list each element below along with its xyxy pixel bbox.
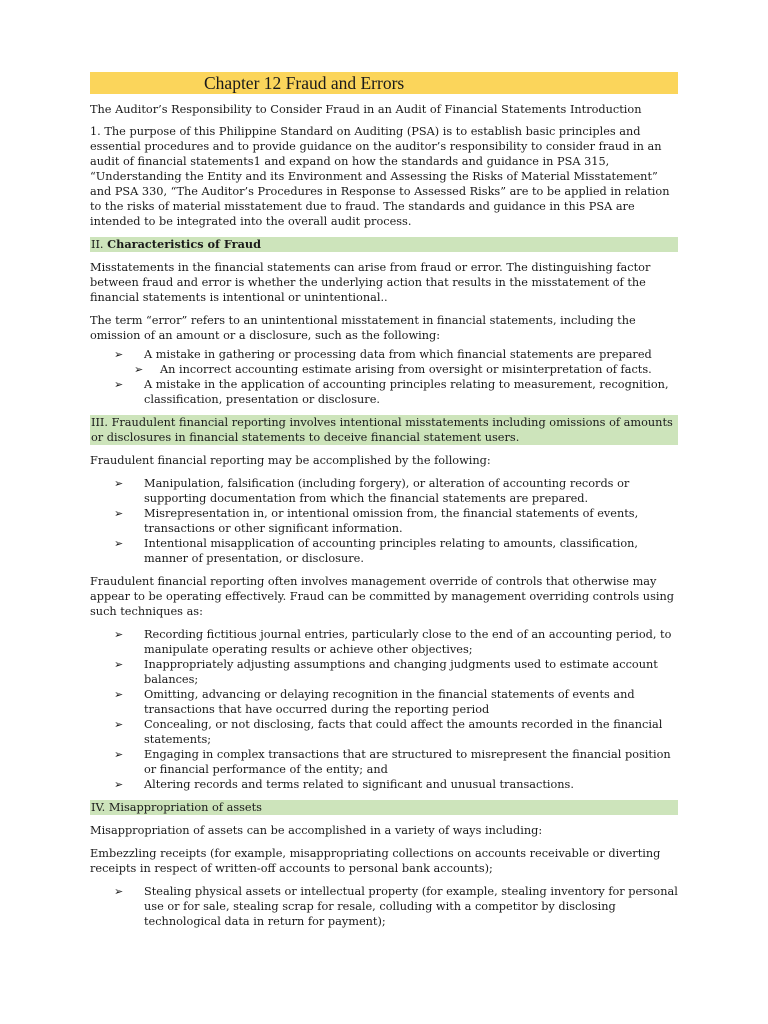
section4-paragraph-1: Misappropriation of assets can be accomplished in a variety of ways including: — [90, 824, 543, 837]
intro-paragraph: 1. The purpose of this Philippine Standard on Auditing (PSA) is to establish basic principles and essential procedures and to provide guidance on the auditor’s responsibility to consider fraud in an audit of financial statements1 and expand on how the standards and guidance in PSA 315, “Understanding the Entity and its Environment and Assessing the Risks of Material Misstatement” and PSA 330, “The Auditor’s Procedures in Response to Assessed Risks” are to be applied in relation to the risks of material misstatement due to fraud. The standards and guidance in this PSA are intended to be integrated into the overall audit process. — [90, 125, 670, 228]
list-item: ➢ Concealing, or not disclosing, facts that could affect the amounts recorded in the financial statements; — [114, 718, 663, 746]
list-item: ➢ An incorrect accounting estimate arising from oversight or misinterpretation of facts. — [134, 363, 652, 376]
section3-paragraph-2: Fraudulent financial reporting often involves management override of controls that otherwise may appear to be operating effectively. Fraud can be committed by management overriding controls using such techniques as: — [90, 575, 674, 618]
list-item: ➢ Altering records and terms related to significant and unusual transactions. — [114, 778, 574, 791]
arrow-bullet-icon: ➢ — [114, 748, 124, 761]
arrow-bullet-icon: ➢ — [114, 537, 124, 550]
list-item: ➢ Inappropriately adjusting assumptions and changing judgments used to estimate account balances; — [114, 658, 658, 686]
arrow-bullet-icon: ➢ — [114, 658, 124, 671]
section2-paragraph-1: Misstatements in the financial statements can arise from fraud or error. The distinguishing factor between fraud and error is whether the underlying action that results in the misstatement of the financial statements is intentional or unintentional.. — [90, 261, 651, 304]
list-item: ➢ Stealing physical assets or intellectual property (for example, stealing inventory for personal use or for sale, stealing scrap for resale, colluding with a competitor by disclosing technological data in return for payment); — [114, 885, 678, 928]
chapter-title-bar — [90, 72, 678, 94]
arrow-bullet-icon: ➢ — [114, 348, 124, 361]
section-heading-misappropriation: IV. Misappropriation of assets — [90, 800, 678, 815]
section-title: Characteristics of Fraud — [107, 237, 262, 251]
list-item: ➢ Recording fictitious journal entries, particularly close to the end of an accounting period, to manipulate operating results or achieve other objectives; — [114, 628, 672, 656]
list-item: ➢ Intentional misapplication of accounting principles relating to amounts, classification, manner of presentation, or disclosure. — [114, 537, 639, 565]
arrow-bullet-icon: ➢ — [114, 378, 124, 391]
arrow-bullet-icon: ➢ — [114, 718, 124, 731]
section3-paragraph-1: Fraudulent financial reporting may be accomplished by the following: — [90, 454, 491, 467]
section-number: II. — [91, 238, 104, 251]
intro-heading: The Auditor’s Responsibility to Consider Fraud in an Audit of Financial Statements Introduction — [90, 103, 642, 116]
document-page — [90, 72, 678, 937]
section2-paragraph-2: The term “error” refers to an unintentional misstatement in financial statements, including the omission of an amount or a disclosure, such as the following: — [90, 314, 636, 342]
section-heading-characteristics — [90, 237, 678, 252]
section4-paragraph-2: Embezzling receipts (for example, misappropriating collections on accounts receivable or diverting receipts in respect of written-off accounts to personal bank accounts); — [90, 847, 661, 875]
list-item: ➢ Omitting, advancing or delaying recognition in the financial statements of events and transactions that have occurred during the reporting period — [114, 688, 635, 716]
list-item: ➢ Engaging in complex transactions that are structured to misrepresent the financial position or financial performance of the entity; and — [114, 748, 671, 776]
arrow-bullet-icon: ➢ — [114, 778, 124, 791]
section-heading-fraudulent-reporting: III. Fraudulent financial reporting involves intentional misstatements including omissions of amounts or disclosures in financial statements to deceive financial statement users. — [90, 415, 678, 445]
fraud-methods-list — [90, 476, 678, 566]
arrow-bullet-icon: ➢ — [114, 688, 124, 701]
arrow-bullet-icon: ➢ — [114, 477, 124, 490]
misappropriation-list — [90, 884, 678, 929]
list-item: ➢ A mistake in gathering or processing data from which financial statements are prepared — [114, 348, 652, 361]
chapter-title: Chapter 12 Fraud and Errors — [204, 73, 405, 93]
error-list — [90, 347, 678, 407]
override-techniques-list — [90, 627, 678, 792]
arrow-bullet-icon: ➢ — [114, 628, 124, 641]
arrow-bullet-icon: ➢ — [114, 885, 124, 898]
list-item: ➢ Misrepresentation in, or intentional omission from, the financial statements of events, transactions or other significant information. — [114, 507, 639, 535]
arrow-bullet-icon: ➢ — [114, 507, 124, 520]
list-item: ➢ Manipulation, falsification (including forgery), or alteration of accounting records or supporting documentation from which the financial statements are prepared. — [114, 477, 630, 505]
arrow-bullet-icon: ➢ — [134, 363, 144, 376]
list-item: ➢ A mistake in the application of accounting principles relating to measurement, recognition, classification, presentation or disclosure. — [114, 378, 669, 406]
